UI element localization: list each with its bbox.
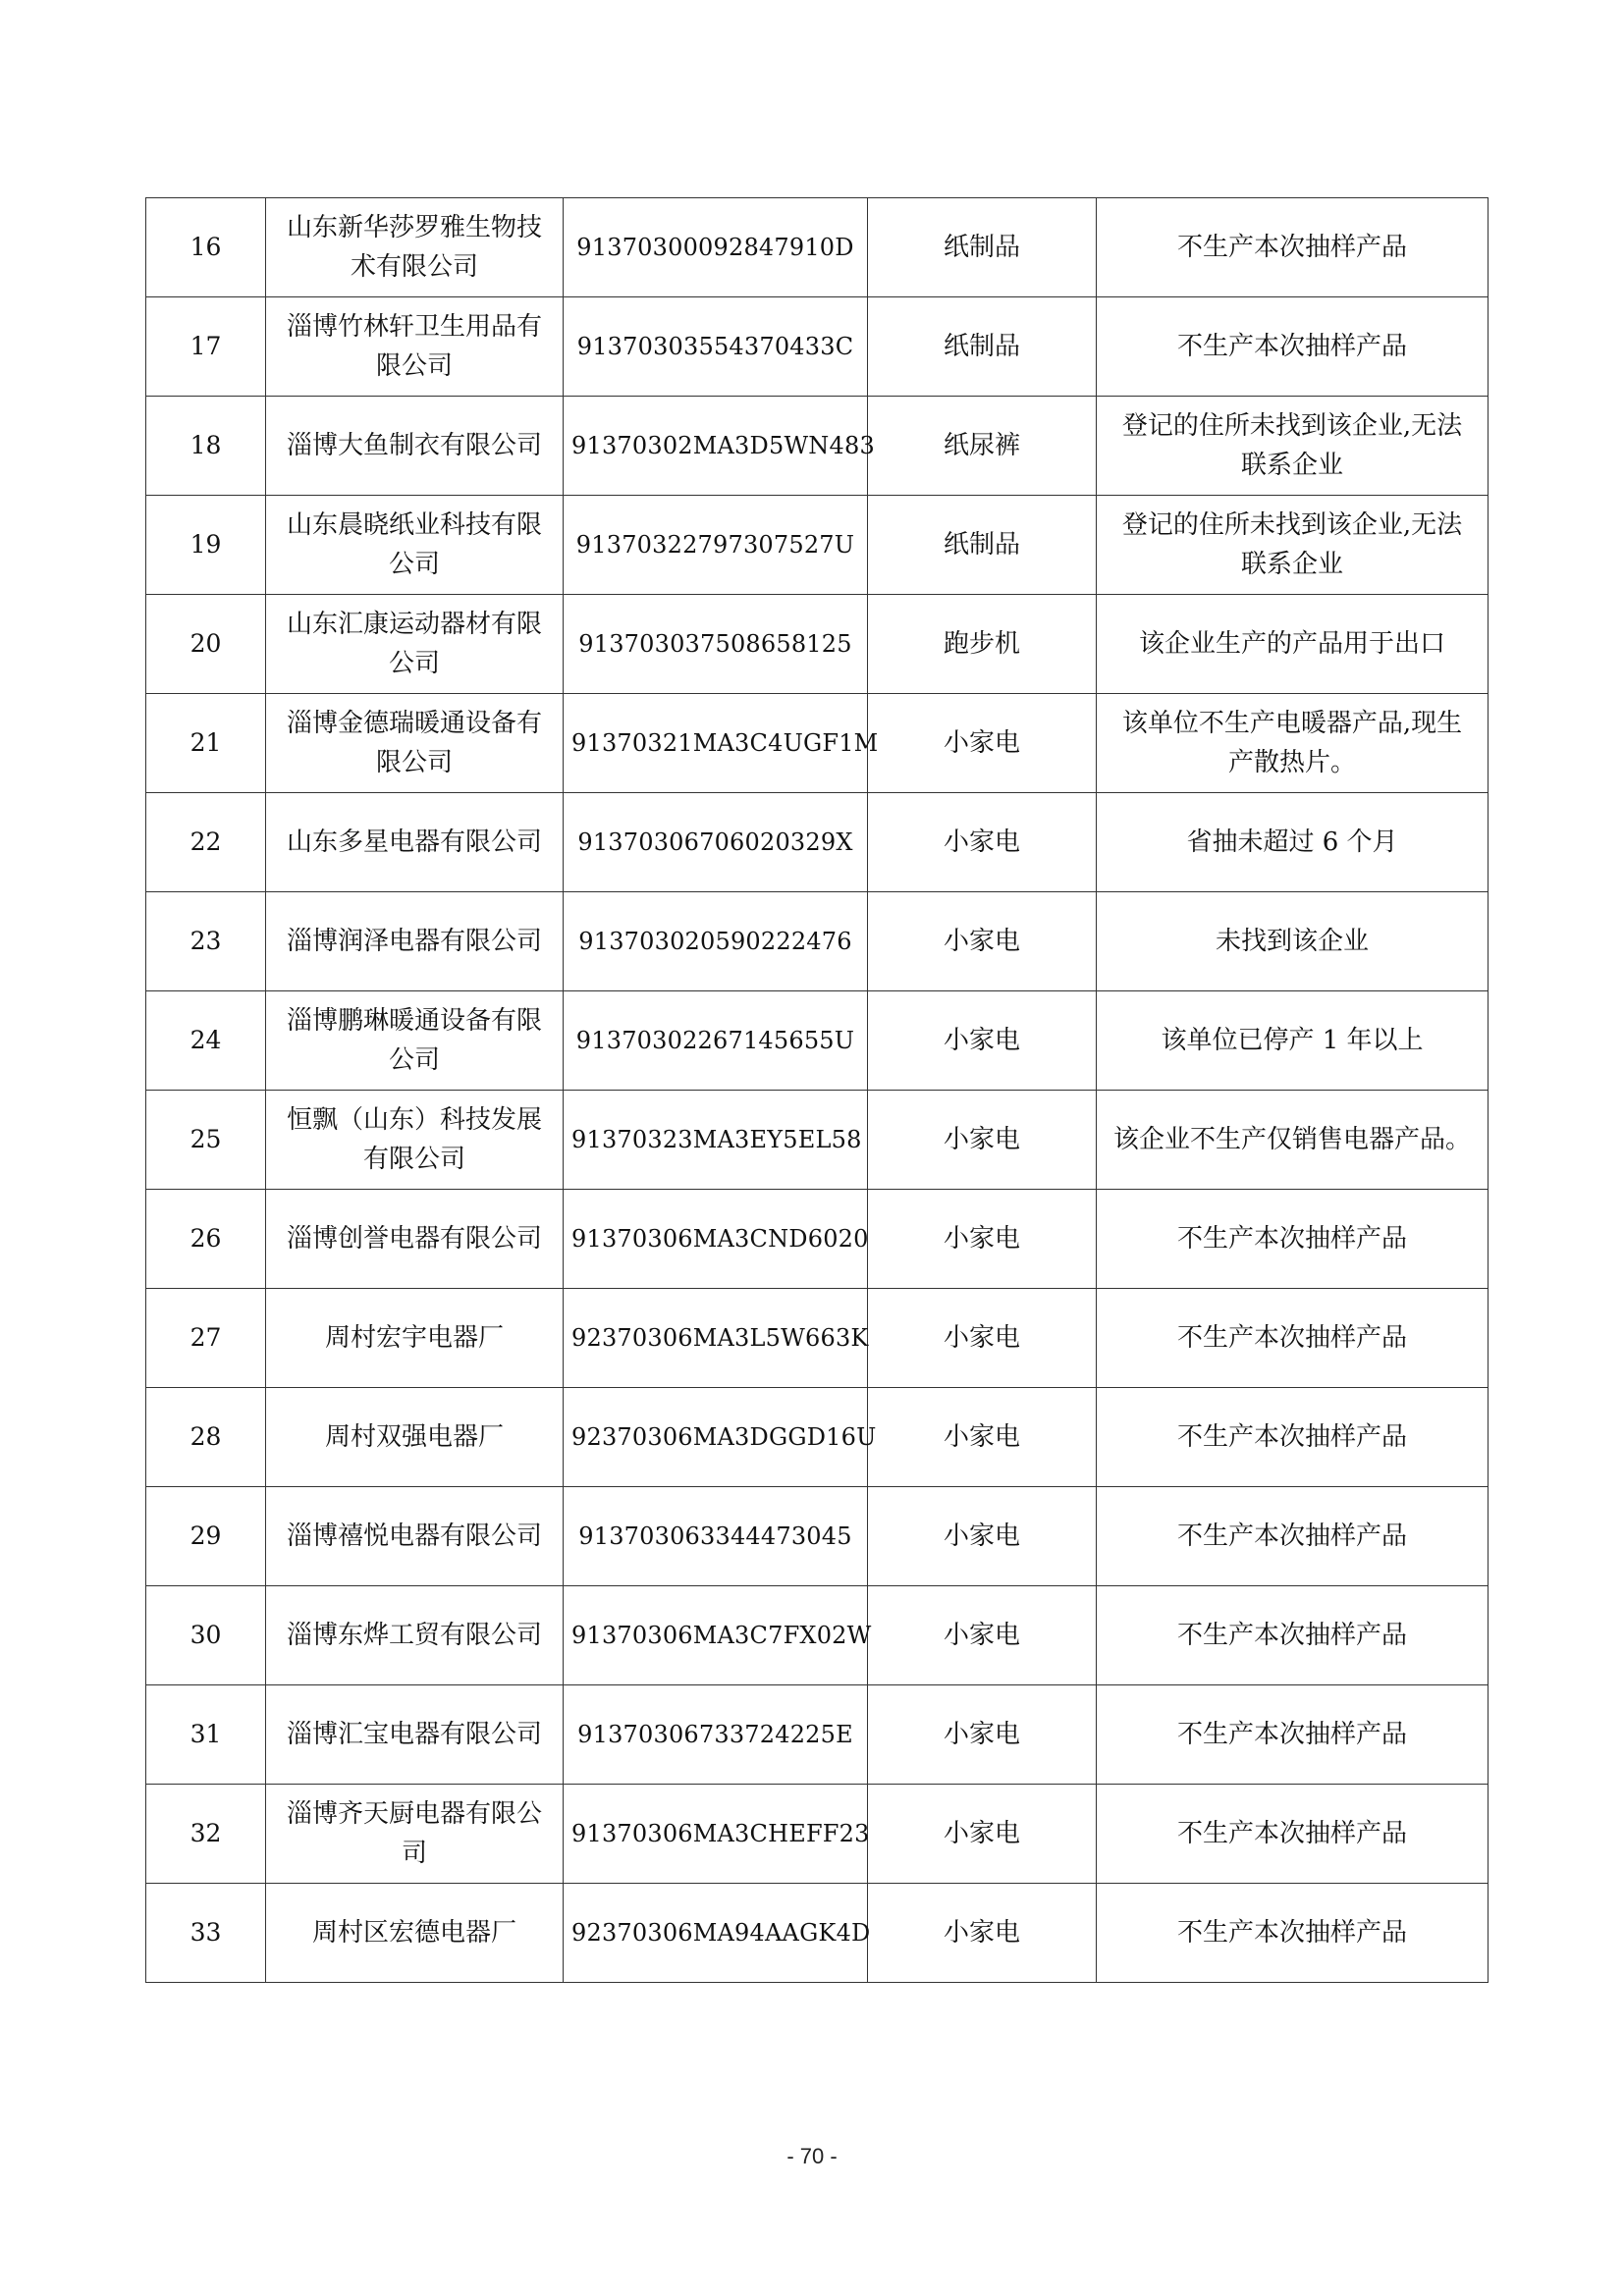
product-category: 小家电: [868, 1091, 1097, 1190]
table-row: [146, 1091, 1489, 1190]
credit-code: 91370300092847910D: [564, 198, 868, 297]
product-category: 小家电: [868, 1289, 1097, 1388]
company-name: 淄博汇宝电器有限公司: [266, 1685, 564, 1785]
product-category: 小家电: [868, 1190, 1097, 1289]
product-category: 小家电: [868, 892, 1097, 991]
product-category: 小家电: [868, 1685, 1097, 1785]
reason-text: 不生产本次抽样产品: [1097, 1190, 1489, 1289]
reason-text: 该单位已停产 1 年以上: [1097, 991, 1489, 1091]
company-name: 周村双强电器厂: [266, 1388, 564, 1487]
product-category: 纸制品: [868, 496, 1097, 595]
table-row: [146, 1487, 1489, 1586]
row-number: 31: [146, 1685, 266, 1785]
reason-text: 该企业生产的产品用于出口: [1097, 595, 1489, 694]
row-number: 20: [146, 595, 266, 694]
table-row: [146, 496, 1489, 595]
table-row: [146, 1586, 1489, 1685]
table-row: [146, 991, 1489, 1091]
row-number: 33: [146, 1884, 266, 1983]
credit-code: 913703063344473045: [564, 1487, 868, 1586]
company-name: 淄博竹林轩卫生用品有限公司: [266, 297, 564, 397]
table-row: [146, 1289, 1489, 1388]
credit-code: 91370302267145655U: [564, 991, 868, 1091]
product-category: 纸尿裤: [868, 397, 1097, 496]
credit-code: 91370323MA3EY5EL58: [564, 1091, 868, 1190]
credit-code: 92370306MA3L5W663K: [564, 1289, 868, 1388]
reason-text: 不生产本次抽样产品: [1097, 198, 1489, 297]
reason-text: 未找到该企业: [1097, 892, 1489, 991]
reason-text: 不生产本次抽样产品: [1097, 1586, 1489, 1685]
table-row: [146, 892, 1489, 991]
credit-code: 91370306733724225E: [564, 1685, 868, 1785]
company-name: 淄博大鱼制衣有限公司: [266, 397, 564, 496]
row-number: 22: [146, 793, 266, 892]
product-category: 小家电: [868, 694, 1097, 793]
credit-code: 91370306MA3CND6020: [564, 1190, 868, 1289]
row-number: 17: [146, 297, 266, 397]
table-row: [146, 397, 1489, 496]
credit-code: 913703037508658125: [564, 595, 868, 694]
company-name: 山东新华莎罗雅生物技术有限公司: [266, 198, 564, 297]
reason-text: 不生产本次抽样产品: [1097, 1289, 1489, 1388]
table-row: [146, 793, 1489, 892]
product-category: 纸制品: [868, 297, 1097, 397]
reason-text: 不生产本次抽样产品: [1097, 1685, 1489, 1785]
table-row: [146, 595, 1489, 694]
company-name: 周村宏宇电器厂: [266, 1289, 564, 1388]
credit-code: 91370306MA3C7FX02W: [564, 1586, 868, 1685]
company-name: 淄博禧悦电器有限公司: [266, 1487, 564, 1586]
reason-text: 该单位不生产电暖器产品,现生产散热片。: [1097, 694, 1489, 793]
credit-code: 91370322797307527U: [564, 496, 868, 595]
credit-code: 92370306MA3DGGD16U: [564, 1388, 868, 1487]
reason-text: 该企业不生产仅销售电器产品。: [1097, 1091, 1489, 1190]
row-number: 25: [146, 1091, 266, 1190]
row-number: 27: [146, 1289, 266, 1388]
product-category: 跑步机: [868, 595, 1097, 694]
row-number: 24: [146, 991, 266, 1091]
reason-text: 不生产本次抽样产品: [1097, 1785, 1489, 1884]
company-name: 淄博东烨工贸有限公司: [266, 1586, 564, 1685]
product-category: 小家电: [868, 991, 1097, 1091]
reason-text: 登记的住所未找到该企业,无法联系企业: [1097, 397, 1489, 496]
table-row: [146, 1884, 1489, 1983]
credit-code: 91370306706020329X: [564, 793, 868, 892]
row-number: 29: [146, 1487, 266, 1586]
row-number: 23: [146, 892, 266, 991]
row-number: 21: [146, 694, 266, 793]
company-name: 淄博润泽电器有限公司: [266, 892, 564, 991]
reason-text: 省抽未超过 6 个月: [1097, 793, 1489, 892]
company-name: 淄博齐天厨电器有限公司: [266, 1785, 564, 1884]
table-row: [146, 1388, 1489, 1487]
table-row: [146, 694, 1489, 793]
row-number: 16: [146, 198, 266, 297]
reason-text: 登记的住所未找到该企业,无法联系企业: [1097, 496, 1489, 595]
table-row: [146, 297, 1489, 397]
company-name: 山东汇康运动器材有限公司: [266, 595, 564, 694]
product-category: 小家电: [868, 1785, 1097, 1884]
credit-code: 92370306MA94AAGK4D: [564, 1884, 868, 1983]
credit-code: 91370302MA3D5WN483: [564, 397, 868, 496]
row-number: 26: [146, 1190, 266, 1289]
row-number: 19: [146, 496, 266, 595]
product-category: 小家电: [868, 1586, 1097, 1685]
table-row: [146, 1685, 1489, 1785]
product-category: 小家电: [868, 1487, 1097, 1586]
credit-code: 91370306MA3CHEFF23: [564, 1785, 868, 1884]
company-name: 山东晨晓纸业科技有限公司: [266, 496, 564, 595]
reason-text: 不生产本次抽样产品: [1097, 297, 1489, 397]
company-name: 淄博金德瑞暖通设备有限公司: [266, 694, 564, 793]
row-number: 32: [146, 1785, 266, 1884]
product-category: 小家电: [868, 793, 1097, 892]
product-category: 纸制品: [868, 198, 1097, 297]
table-row: [146, 1190, 1489, 1289]
product-category: 小家电: [868, 1884, 1097, 1983]
company-name: 淄博鹏琳暖通设备有限公司: [266, 991, 564, 1091]
enterprise-table: [145, 197, 1489, 1983]
table-row: [146, 198, 1489, 297]
table-row: [146, 1785, 1489, 1884]
credit-code: 91370321MA3C4UGF1M: [564, 694, 868, 793]
credit-code: 91370303554370433C: [564, 297, 868, 397]
company-name: 淄博创誉电器有限公司: [266, 1190, 564, 1289]
product-category: 小家电: [868, 1388, 1097, 1487]
row-number: 18: [146, 397, 266, 496]
company-name: 恒飘（山东）科技发展有限公司: [266, 1091, 564, 1190]
table-body: [146, 198, 1489, 1983]
reason-text: 不生产本次抽样产品: [1097, 1388, 1489, 1487]
page-number: - 70 -: [786, 2144, 838, 2168]
row-number: 28: [146, 1388, 266, 1487]
row-number: 30: [146, 1586, 266, 1685]
reason-text: 不生产本次抽样产品: [1097, 1487, 1489, 1586]
company-name: 山东多星电器有限公司: [266, 793, 564, 892]
reason-text: 不生产本次抽样产品: [1097, 1884, 1489, 1983]
company-name: 周村区宏德电器厂: [266, 1884, 564, 1983]
credit-code: 913703020590222476: [564, 892, 868, 991]
